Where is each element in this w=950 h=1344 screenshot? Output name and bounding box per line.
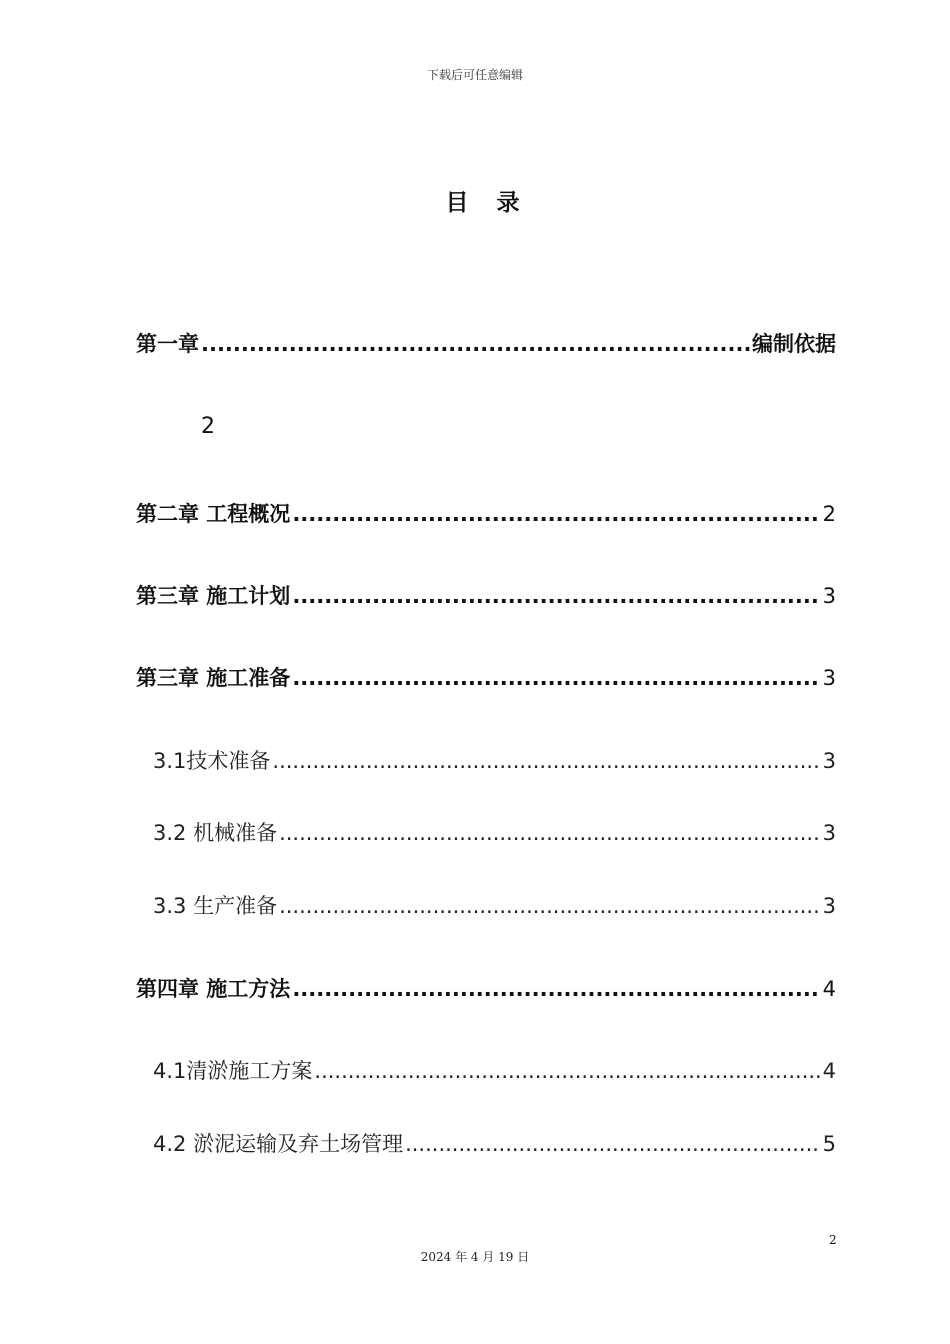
toc-entry-chapter-3a[interactable] <box>136 580 836 610</box>
toc-entry-label: 第三章 施工计划 <box>136 584 291 608</box>
toc-entry-label: 第三章 施工准备 <box>136 666 291 690</box>
toc-leader-dots <box>272 749 820 773</box>
toc-leader-dots <box>292 666 820 690</box>
toc-entry-wrapped-page: 2 <box>201 414 215 439</box>
toc-entry-label: 4.1清淤施工方案 <box>153 1059 313 1083</box>
toc-leader-dots <box>314 1059 820 1083</box>
toc-entry-section-4-1[interactable] <box>153 1055 836 1085</box>
toc-entry-page: 5 <box>822 1132 836 1156</box>
toc-entry-page: 2 <box>822 502 836 526</box>
toc-entry-section-3-2[interactable] <box>153 817 836 847</box>
toc-entry-chapter-3b[interactable] <box>136 662 836 692</box>
toc-entry-page: 3 <box>822 666 836 690</box>
page-number: 2 <box>829 1233 837 1247</box>
toc-entry-chapter-1[interactable] <box>136 328 836 358</box>
toc-entry-page: 3 <box>822 821 836 845</box>
toc-leader-dots <box>292 977 820 1001</box>
toc-leader-dots <box>201 332 750 356</box>
toc-leader-dots <box>292 502 820 526</box>
page-header: 下载后可任意编辑 <box>426 68 523 82</box>
toc-entry-label: 3.1技术准备 <box>153 749 271 773</box>
toc-entry-page: 3 <box>822 584 836 608</box>
toc-entry-label: 4.2 淤泥运输及弃土场管理 <box>153 1132 404 1156</box>
toc-entry-label: 第四章 施工方法 <box>136 977 291 1001</box>
toc-entry-section-3-1[interactable] <box>153 745 836 775</box>
toc-leader-dots <box>405 1132 821 1156</box>
toc-leader-dots <box>279 821 821 845</box>
toc-entry-chapter-2[interactable] <box>136 498 836 528</box>
toc-entry-page: 3 <box>822 894 836 918</box>
toc-entry-page: 3 <box>822 749 836 773</box>
toc-entry-page: 编制依据 <box>752 332 836 356</box>
toc-leader-dots <box>279 894 821 918</box>
page-title: 目 录 <box>445 190 530 216</box>
toc-entry-label: 第二章 工程概况 <box>136 502 291 526</box>
toc-entry-chapter-4[interactable] <box>136 973 836 1003</box>
toc-entry-page: 4 <box>822 1059 836 1083</box>
toc-entry-label: 第一章 <box>136 332 199 356</box>
toc-leader-dots <box>292 584 820 608</box>
toc-entry-section-4-2[interactable] <box>153 1128 836 1158</box>
toc-entry-section-3-3[interactable] <box>153 890 836 920</box>
toc-entry-label: 3.2 机械准备 <box>153 821 278 845</box>
toc-entry-label: 3.3 生产准备 <box>153 894 278 918</box>
toc-entry-page: 4 <box>822 977 836 1001</box>
footer-date: 2024 年 4 月 19 日 <box>420 1250 530 1264</box>
